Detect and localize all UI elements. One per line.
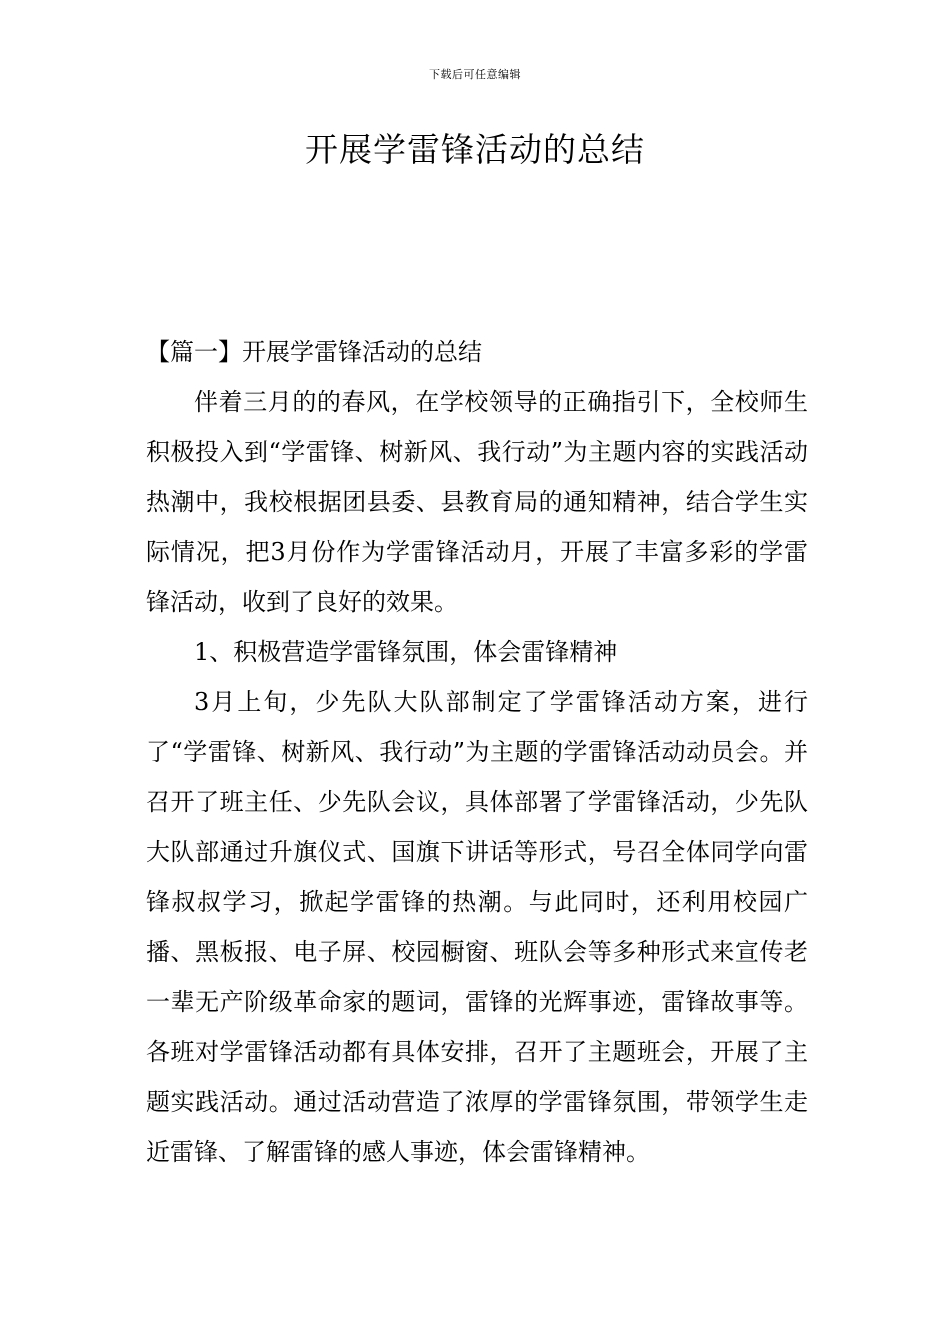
subheading-1: 1、积极营造学雷锋氛围，体会雷锋精神 bbox=[194, 638, 618, 666]
header-note: 下载后可任意编辑 bbox=[429, 68, 521, 81]
paragraph-intro: 伴着三月的的春风，在学校领导的正确指引下，全校师生积极投入到“学雷锋、树新风、我行动”为主题内容的实践活动热潮中，我校根据团县委、县教育局的通知精神，结合学生实际情况，把3月份作为学雷锋活动月，开展了丰富多彩的学雷锋活动，收到了良好的效果。 bbox=[146, 388, 808, 616]
document-body bbox=[146, 327, 808, 1177]
section-heading: 【篇一】开展学雷锋活动的总结 bbox=[146, 338, 482, 366]
paragraph-1: 3月上旬，少先队大队部制定了学雷锋活动方案，进行了“学雷锋、树新风、我行动”为主题的学雷锋活动动员会。并召开了班主任、少先队会议，具体部署了学雷锋活动，少先队大队部通过升旗仪式、国旗下讲话等形式，号召全体同学向雷锋叔叔学习，掀起学雷锋的热潮。与此同时，还利用校园广播、黑板报、电子屏、校园橱窗、班队会等多种形式来宣传老一辈无产阶级革命家的题词，雷锋的光辉事迹，雷锋故事等。各班对学雷锋活动都有具体安排，召开了主题班会，开展了主题实践活动。通过活动营造了浓厚的学雷锋氛围，带领学生走近雷锋、了解雷锋的感人事迹，体会雷锋精神。 bbox=[146, 688, 808, 1166]
document-title: 开展学雷锋活动的总结 bbox=[305, 130, 645, 169]
